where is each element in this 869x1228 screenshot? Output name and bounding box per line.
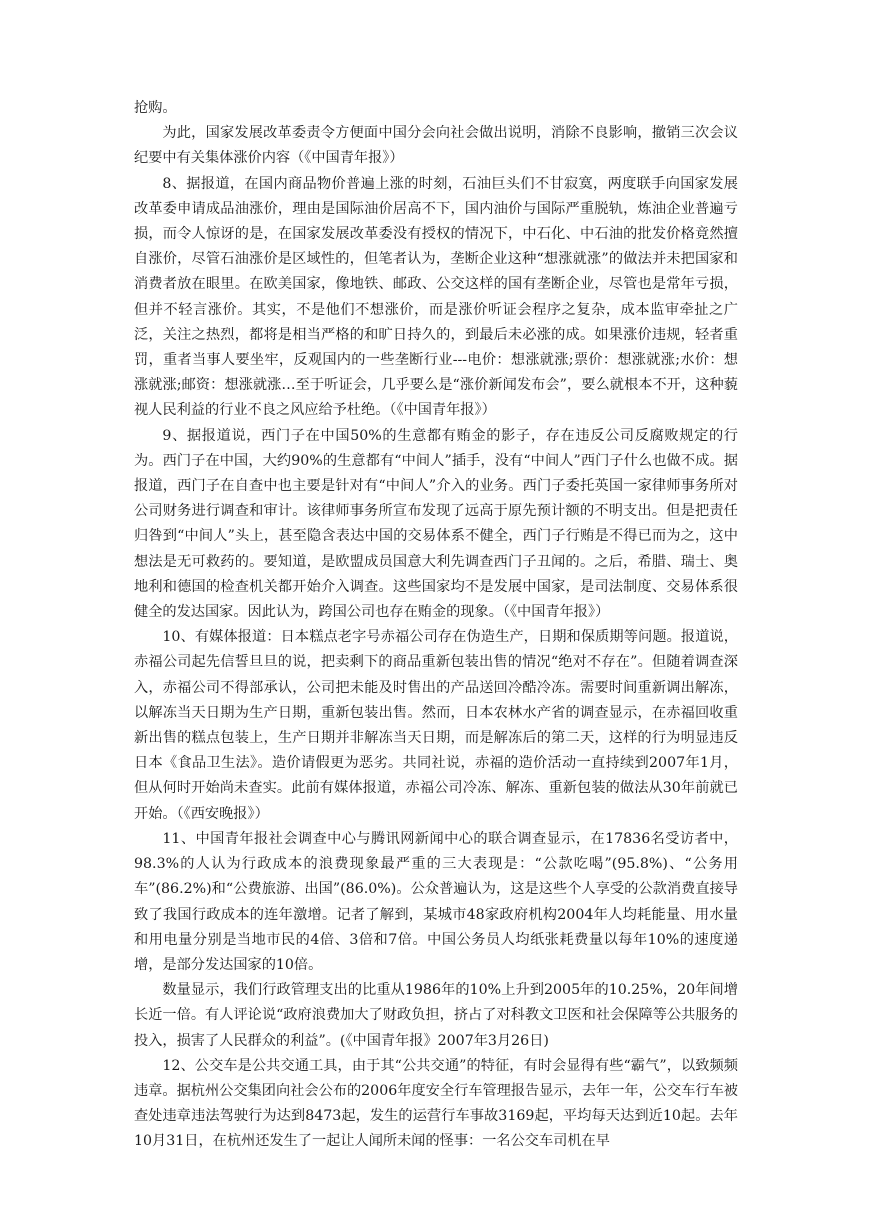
paragraph-item-8-oil-price: 8、据报道，在国内商品物价普遍上涨的时刻，石油巨头们不甘寂寞，两度联手向国家发展改革委申请成品油涨价，理由是国际油价居高不下，国内油价与国际严重脱轨，炼油企业普遍亏损，而令人惊讶的是，在国家发展改革委没有授权的情况下，中石化、中石油的批发价格竟然擅自涨价，尽管石油涨价是区域性的，但笔者认为，垄断企业这种“想涨就涨”的做法并未把国家和消费者放在眼里。在欧美国家，像地铁、邮政、公交这样的国有垄断企业，尽管也是常年亏损，但并不轻言涨价。其实，不是他们不想涨价，而是涨价听证会程序之复杂，成本监审牵扯之广泛，关注之热烈，都将是相当严格的和旷日持久的，到最后未必涨的成。如果涨价违规，轻者重罚，重者当事人要坐牢，反观国内的一些垄断行业---电价：想涨就涨;票价：想涨就涨;水价：想涨就涨;邮资：想涨就涨…至于听证会，几乎要么是“涨价新闻发布会”，要么就根本不开，这种藐视人民利益的行业不良之风应给予杜绝。（《中国青年报》） — [134, 175, 738, 419]
paragraph-item-9-siemens: 9、据报道说，西门子在中国50%的生意都有贿金的影子，存在违反公司反腐败规定的行为。西门子在中国，大约90%的生意都有“中间人”插手，没有“中间人”西门子什么也做不成。据报道，西门子在自查中也主要是针对有“中间人”介入的业务。西门子委托英国一家律师事务所对公司财务进行调查和审计。该律师事务所宣布发现了远高于原先预计额的不明支出。但是把责任归咎到“中间人”头上，甚至隐含表达中国的交易体系不健全，西门子行贿是不得已而为之，这中想法是无可救药的。要知道，是欧盟成员国意大利先调查西门子丑闻的。之后，希腊、瑞士、奥地利和德国的检查机关都开始介入调查。这些国家均不是发展中国家，是司法制度、交易体系很健全的发达国家。因此认为，跨国公司也存在贿金的现象。（《中国青年报》） — [134, 427, 738, 621]
paragraph-instant-noodle-note: 为此，国家发展改革委责令方便面中国分会向社会做出说明，消除不良影响，撤销三次会议纪要中有关集体涨价内容（《中国青年报》） — [134, 125, 738, 167]
paragraph-admin-spending: 数量显示，我们行政管理支出的比重从1986年的10%上升到2005年的10.25%，20年间增长近一倍。有人评论说“政府浪费加大了财政负担，挤占了对科教文卫医和社会保障等公共服务的投入，损害了人民群众的利益”。(《中国青年报》2007年3月26日) — [134, 982, 738, 1049]
paragraph-item-10-akafuku: 10、有媒体报道：日本糕点老字号赤福公司存在伪造生产，日期和保质期等问题。报道说，赤福公司起先信誓旦旦的说，把卖剩下的商品重新包装出售的情况“绝对不存在”。但随着调查深入，赤福公司不得部承认，公司把未能及时售出的产品送回冷酷冷冻。需要时间重新调出解冻，以解冻当天日期为生产日期，重新包装出售。然而，日本农林水产省的调查显示，在赤福回收重新出售的糕点包装上，生产日期并非解冻当天日期，而是解冻后的第二天，这样的行为明显违反日本《食品卫生法》。造价请假更为恶劣。共同社说，赤福的造价活动一直持续到2007年1月，但从何时开始尚未查实。此前有媒体报道，赤福公司冷冻、解冻、重新包装的做法从30年前就已开始。（《西安晚报》） — [134, 629, 738, 822]
paragraph-continuation: 抢购。 — [134, 100, 177, 116]
paragraph-item-12-bus: 12、公交车是公共交通工具，由于其“公共交通”的特征，有时会显得有些“霸气”，以致频频违章。据杭州公交集团向社会公布的2006年度安全行车管理报告显示，去年一年，公交车行车被查处违章违法驾驶行为达到8473起，发生的运营行车事故3169起，平均每天达到近10起。去年10月31日，在杭州还发生了一起让人闻所未闻的怪事：一名公交车司机在早 — [134, 1057, 738, 1150]
document-page — [134, 96, 738, 1155]
paragraph-item-11-survey: 11、中国青年报社会调查中心与腾讯网新闻中心的联合调查显示，在17836名受访者中，98.3%的人认为行政成本的浪费现象最严重的三大表现是：“公款吃喝”(95.8%)、“公务用车”(86.2%)和“公费旅游、出国”(86.0%)。公众普遍认为，这是这些个人享受的公款消费直接导致了我国行政成本的连年激增。记者了解到，某城市48家政府机构2004年人均耗能量、用水量和用电量分别是当地市民的4倍、3倍和7倍。中国公务员人均纸张耗费量以每年10%的速度递增，是部分发达国家的10倍。 — [134, 830, 738, 973]
